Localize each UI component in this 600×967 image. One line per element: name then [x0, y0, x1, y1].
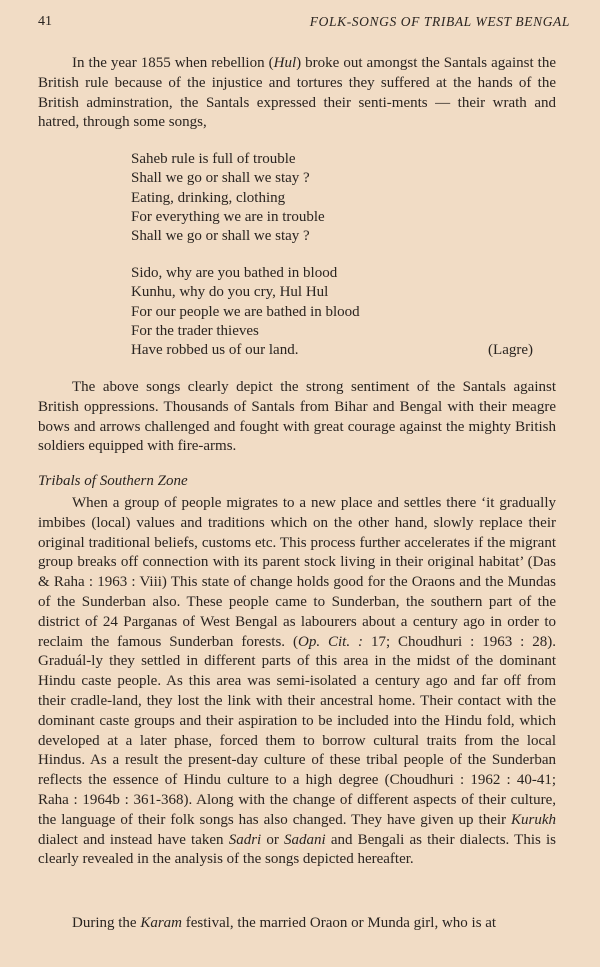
- verse-line: Saheb rule is full of trouble: [131, 151, 296, 167]
- verse-line: For our people we are bathed in blood: [131, 303, 360, 320]
- southern-zone-paragraph: When a group of people migrates to a new place and settles there ‘it gradually imbibes (local) values and traditions which on the other hand, slowly replace their original traditional beliefs, customs etc. This process further accelerates if the migrant group breaks off connection with its parent stock living in their original habitat’ (Das & Raha : 1963 : Viii) This state of change holds good for the Oraons and the Mundas of the Sunderban also. These people came to Sunderban, the southern part of the district of 24 Parganas of West Bengal as labourers about a century ago in order to reclaim the famous Sunderban forests. (Op. Cit. : 17; Choudhuri : 1963 : 28). Graduál-ly they settled in different parts of this area in the midst of the dominant Hindu caste people. As this area was semi-isolated a century ago and far off from their cradle-land, they lost the link with their ancestral home. Their contact with the dominant caste groups and their aspiration to be included into the Hindu fold, which developed at a later phase, forced them to borrow cultural traits from the local Hindus. As a result the present-day culture of these tribal people of the Sunderban reflects the essence of Hindu culture to a high degree (Choudhuri : 1962 : 40-41; Raha : 1964b : 361-368). Along with the change of different aspects of their culture, the language of their folk songs has also changed. They have given up their Kurukh dialect and instead have taken Sadri or Sadani and Bengali as their dialects. This is clearly revealed in the analysis of the songs depicted hereafter.: [38, 495, 557, 868]
- page-number: 41: [38, 14, 52, 29]
- verse-line: For everything we are in trouble: [131, 208, 325, 225]
- song-stanza-2: [131, 264, 541, 360]
- intro-paragraph: In the year 1855 when rebellion (Hul) broke out amongst the Santals against the British rule because of the injustice and tortures they suffered at the hands of the British adminstration, the Santals expressed their senti-ments — their wrath and hatred, through some songs,: [38, 55, 556, 131]
- running-header: FOLK-SONGS OF TRIBAL WEST BENGAL: [309, 14, 570, 29]
- verse-line: Shall we go or shall we stay ?: [131, 228, 310, 245]
- verse-line: Shall we go or shall we stay ?: [131, 170, 310, 187]
- verse-line: Have robbed us of our land. (Lagre): [131, 341, 541, 360]
- section-heading: Tribals of Southern Zone: [38, 473, 188, 489]
- commentary-paragraph: The above songs clearly depict the strong sentiment of the Santals against British oppressions. Thousands of Santals from Bihar and Bengal with their meagre bows and arrows challenged and fought with great courage against the mighty British soldiers equipped with fire-arms.: [38, 379, 556, 455]
- verse-line: Sido, why are you bathed in blood: [131, 265, 338, 281]
- song-stanza-1: [131, 150, 541, 246]
- song-source-note: (Lagre): [488, 342, 533, 359]
- karam-festival-paragraph: During the Karam festival, the married Oraon or Munda girl, who is at: [72, 915, 497, 931]
- verse-line: For the trader thieves: [131, 322, 259, 339]
- verse-line: Kunhu, why do you cry, Hul Hul: [131, 284, 329, 301]
- verse-line: Eating, drinking, clothing: [131, 189, 286, 206]
